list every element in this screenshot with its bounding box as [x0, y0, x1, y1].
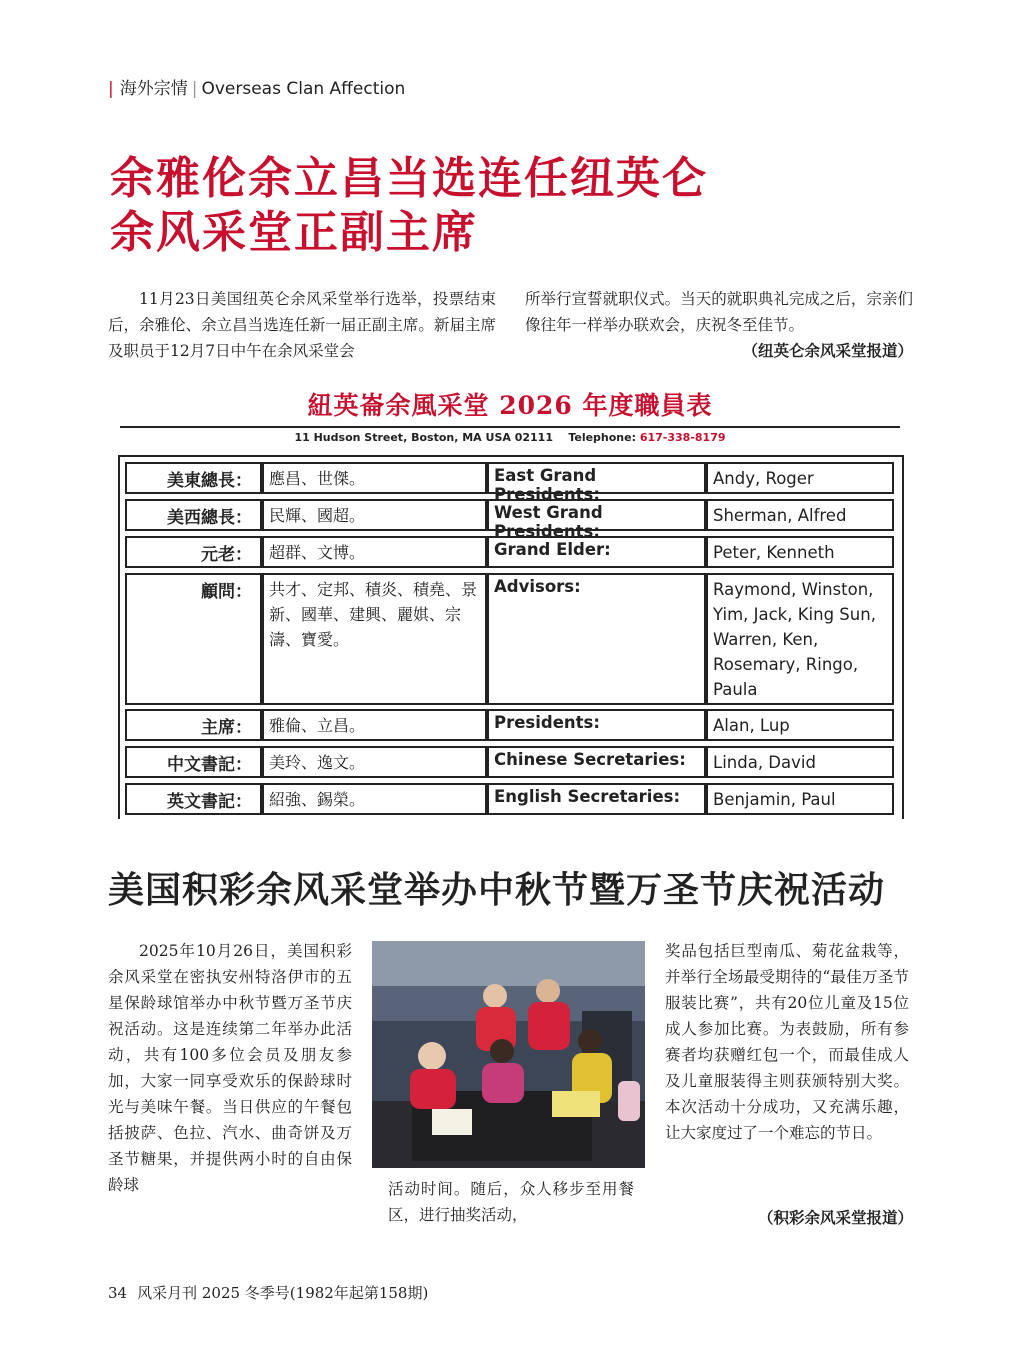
roster-en-label: Chinese Secretaries:: [487, 746, 706, 778]
section-tag: [108, 74, 405, 99]
roster-en-label: English Secretaries:: [487, 783, 706, 815]
roster-en-names: Peter, Kenneth: [706, 536, 894, 568]
roster-zh-label: 主席：: [125, 709, 262, 741]
article2-title: 美国积彩余风采堂举办中秋节暨万圣节庆祝活动: [108, 870, 886, 911]
roster-zh-label: 美東總長：: [125, 462, 262, 494]
roster-table: [118, 455, 904, 819]
roster-title: 紐英崙余風采堂 2026 年度職員表: [307, 391, 713, 420]
roster-en-label: West Grand Presidents:: [487, 499, 706, 531]
roster-address-line: [120, 431, 900, 444]
section-bar: |: [108, 79, 114, 99]
article1-paragraph-1: 11月23日美国纽英仑余风采堂举行选举，投票结束后，余雅伦、余立昌当选连任新一届正副主席。新届主席及职员于12月7日中午在余风采堂会: [108, 290, 496, 360]
page-number: 34: [108, 1284, 128, 1302]
roster-zh-names: 紹強、錫榮。: [262, 783, 487, 815]
article2-column-2: 活动时间。随后，众人移步至用餐区，进行抽奖活动，: [388, 1180, 634, 1224]
page-footer: [108, 1282, 428, 1303]
roster-zh-names: 超群、文博。: [262, 536, 487, 568]
roster-zh-names: 應昌、世傑。: [262, 462, 487, 494]
roster-zh-label: 英文書記：: [125, 783, 262, 815]
roster-telephone: 617-338-8179: [639, 431, 726, 444]
section-zh: 海外宗情: [119, 79, 188, 99]
article2-source: （积彩余风采堂报道）: [757, 1208, 913, 1227]
roster-zh-label: 美西總長：: [125, 499, 262, 531]
roster-en-names: Raymond, Winston, Yim, Jack, King Sun, Warren, Ken, Rosemary, Ringo, Paula: [706, 573, 894, 705]
roster-en-label: East Grand Presidents:: [487, 462, 706, 494]
roster-zh-label: 顧問：: [125, 573, 262, 705]
roster-zh-label: 中文書記：: [125, 746, 262, 778]
roster-en-names: Linda, David: [706, 746, 894, 778]
roster-zh-names: 民輝、國超。: [262, 499, 487, 531]
article2-column-3: 奖品包括巨型南瓜、菊花盆栽等，并举行全场最受期待的“最佳万圣节服装比赛”，共有20位儿童及15位成人参加比赛。为表鼓励，所有参赛者均获赠红包一个，而最佳成人及儿童服装得主则获颁特别大奖。本次活动十分成功，又充满乐趣，让大家度过了一个难忘的节日。: [665, 942, 909, 1142]
article1-source: （纽英仑余风采堂报道）: [742, 341, 913, 360]
roster-en-names: Sherman, Alfred: [706, 499, 894, 531]
roster-en-names: Benjamin, Paul: [706, 783, 894, 815]
roster-zh-label: 元老：: [125, 536, 262, 568]
article2-column-1: 2025年10月26日，美国积彩余风采堂在密执安州特洛伊市的五星保龄球馆举办中秋节暨万圣节庆祝活动。这是连续第二年举办此活动，共有100多位会员及朋友参加，大家一同享受欢乐的保龄球时光与美味午餐。当日供应的午餐包括披萨、色拉、汽水、曲奇饼及万圣节糖果，并提供两小时的自由保龄球: [108, 942, 352, 1194]
roster-en-label: Presidents:: [487, 709, 706, 741]
roster-address: 11 Hudson Street, Boston, MA USA 02111: [294, 431, 553, 444]
article1-title-line2: 余风采堂正副主席: [110, 207, 478, 258]
article1-title-line1: 余雅伦余立昌当选连任纽英仑: [110, 153, 708, 204]
roster-en-names: Alan, Lup: [706, 709, 894, 741]
roster-en-label: Advisors:: [487, 573, 706, 705]
roster-en-names: Andy, Roger: [706, 462, 894, 494]
bowling-group-photo: [372, 941, 645, 1168]
roster-en-label: Grand Elder:: [487, 536, 706, 568]
publication-info: 风采月刊 2025 冬季号(1982年起第158期): [137, 1284, 429, 1302]
roster-zh-names: 美玲、逸文。: [262, 746, 487, 778]
article1-paragraph-2: 所举行宣誓就职仪式。当天的就职典礼完成之后，宗亲们像往年一样举办联欢会，庆祝冬至佳节。: [525, 290, 913, 334]
event-photo: [372, 941, 645, 1168]
roster-zh-names: 雅倫、立昌。: [262, 709, 487, 741]
roster-divider: [120, 426, 900, 428]
roster-telephone-label: Telephone:: [568, 431, 636, 444]
roster-zh-names: 共才、定邦、積炎、積堯、景新、國華、建興、麗娸、宗濤、寶愛。: [262, 573, 487, 705]
section-separator: |: [191, 79, 198, 99]
section-en: Overseas Clan Affection: [201, 79, 406, 99]
